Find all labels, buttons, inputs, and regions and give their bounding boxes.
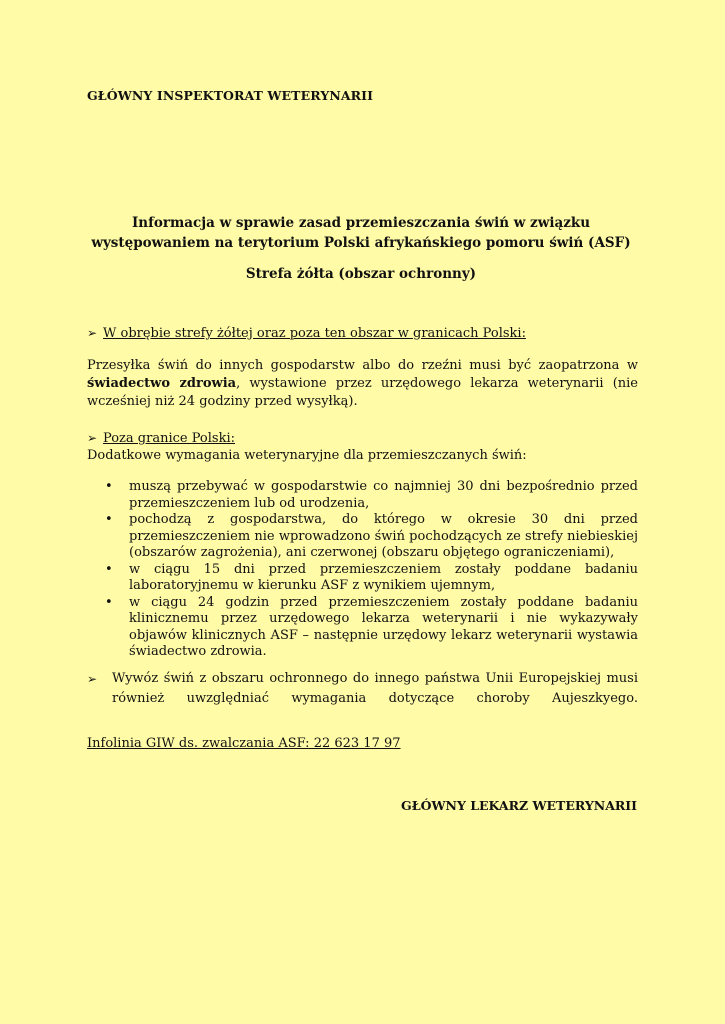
section-domestic-heading [87, 324, 526, 343]
title-line-2: występowaniem na terytorium Polski afrykańskiego pomoru świń (ASF) [91, 235, 631, 251]
bullet-icon: • [105, 479, 113, 494]
section-eu-export-text: Wywóz świń z obszaru ochronnego do innego państwa Unii Europejskiej musi również uwzględniać wymagania dotyczące choroby Aujeszkyego. [112, 671, 638, 706]
hotline-info: Infolinia GIW ds. zwalczania ASF: 22 623 17 97 [87, 736, 401, 751]
section-abroad-heading [87, 429, 235, 448]
list-item: • muszą przebywać w gospodarstwie co najmniej 30 dni bezpośrednio przed przemieszczeniem lub od urodzenia, [105, 479, 638, 511]
list-item: • pochodzą z gospodarstwa, do którego w okresie 30 dni przed przemieszczeniem nie wprowadzono świń pochodzących ze strefy niebieskiej (obszarów zagrożenia), ani czerwonej (obszaru objętego ograniczeniami), [105, 512, 638, 560]
arrow-bullet-icon: ➢ [87, 431, 98, 445]
arrow-bullet-icon: ➢ [87, 672, 98, 686]
health-certificate-term: świadectwo zdrowia [87, 376, 237, 391]
document-title [87, 213, 635, 253]
arrow-bullet-icon: ➢ [87, 326, 98, 340]
list-item: • w ciągu 24 godzin przed przemieszczeniem zostały poddane badaniu klinicznemu przez urzędowego lekarza weterynarii i nie wykazywały objawów klinicznych ASF – następnie urzędowy lekarz weterynarii wystawia świadectwo zdrowia. [105, 594, 638, 659]
signature-block: GŁÓWNY LEKARZ WETERYNARII [401, 798, 637, 813]
title-line-1: Informacja w sprawie zasad przemieszczania świń w związku [131, 215, 591, 231]
section-domestic-heading-text: W obrębie strefy żółtej oraz poza ten obszar w granicach Polski: [103, 326, 526, 341]
institution-header: GŁÓWNY INSPEKTORAT WETERYNARII [87, 88, 374, 103]
section-eu-export [87, 669, 638, 709]
section-abroad-intro: Dodatkowe wymagania weterynaryjne dla przemieszczanych świń: [87, 448, 527, 463]
bullet-icon: • [105, 561, 113, 577]
section-abroad-heading-text: Poza granice Polski: [103, 431, 235, 446]
bullet-icon: • [105, 594, 113, 610]
section-domestic-paragraph: Przesyłka świń do innych gospodarstw albo do rzeźni musi być zaopatrzona w świadectwo zdrowia, wystawione przez urzędowego lekarza weterynarii (nie wcześniej niż 24 godziny przed wysyłką). [87, 358, 639, 409]
list-item: • w ciągu 15 dni przed przemieszczeniem zostały poddane badaniu laboratoryjnemu w kierunku ASF z wynikiem ujemnym, [105, 561, 638, 593]
bullet-icon: • [105, 512, 113, 527]
requirements-list [87, 479, 638, 661]
zone-subtitle: Strefa żółta (obszar ochronny) [245, 266, 477, 282]
